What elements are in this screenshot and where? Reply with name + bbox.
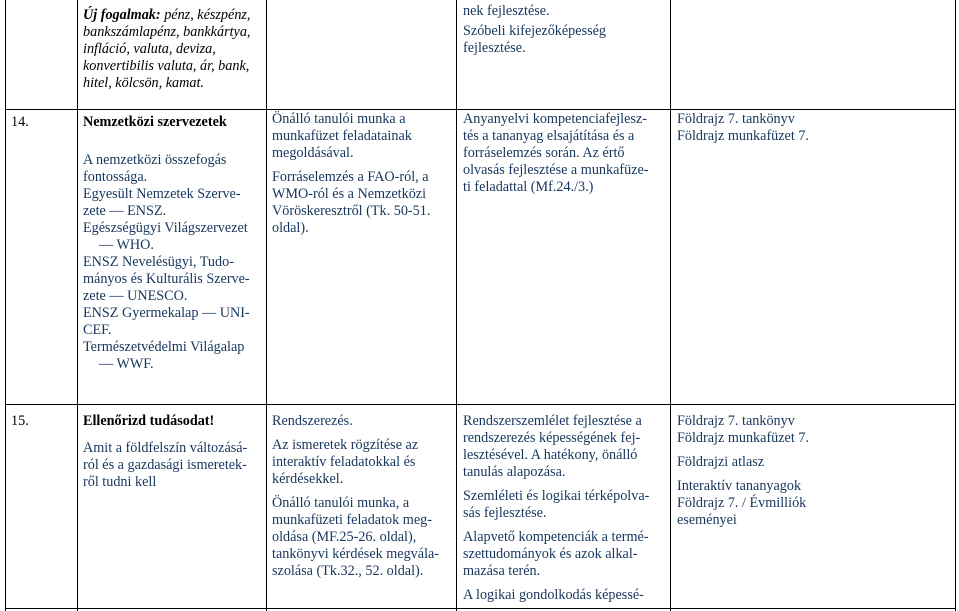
activity-line: tankönyvi kérdések megvála- — [272, 546, 440, 562]
activity-line: interaktív feladatokkal és — [272, 454, 416, 470]
task-line: ti feladattal (Mf.24./3.) — [463, 179, 594, 195]
row-0-topic-cell — [83, 7, 263, 92]
task-line: A logikai gondolkodás képessé- — [463, 587, 644, 603]
activity-line: oldása (MF.25-26. oldal), — [272, 529, 417, 545]
activity-line: szolása (Tk.32., 52. oldal). — [272, 563, 424, 579]
activity-line: megoldásával. — [272, 145, 354, 161]
resource-line: Földrajz munkafüzet 7. — [677, 430, 809, 446]
task-line: rendszerezés képességének fej- — [463, 430, 641, 446]
activity-line: munkafüzeti feladatok meg- — [272, 512, 432, 528]
resource-line: Földrajzi atlasz — [677, 454, 765, 470]
activity-line: Forráselemzés a FAO-ról, a — [272, 169, 429, 185]
row-14-topic-cell — [83, 114, 265, 373]
row-0-tasks-cell — [463, 3, 668, 57]
topic-line: Egyesült Nemzetek Szerve- — [83, 186, 241, 202]
resource-line: Földrajz 7. tankönyv — [677, 111, 795, 127]
topic-line: — WWF. — [99, 356, 154, 372]
row-divider-2 — [5, 404, 956, 405]
activity-line: oldal). — [272, 220, 309, 236]
task-line: szettudományok és azok alkal- — [463, 546, 638, 562]
task-line: nek fejlesztése. — [463, 3, 550, 19]
topic-line: zete — UNESCO. — [83, 288, 188, 304]
task-line: olvasás fejlesztése a munkafüze- — [463, 162, 649, 178]
row-15-activities-cell — [272, 413, 454, 580]
task-line: mazása terén. — [463, 563, 541, 579]
activity-line: munkafüzet feladatainak — [272, 128, 412, 144]
lesson-number: 14. — [11, 114, 29, 130]
row-14-tasks-cell — [463, 111, 668, 196]
topic-line: Természetvédelmi Világalap — [83, 339, 245, 355]
column-divider-1 — [77, 0, 78, 611]
row-14-number — [11, 114, 29, 131]
column-divider-2 — [266, 0, 267, 611]
topic-line: Amit a földfelszín változásá- — [83, 440, 248, 456]
activity-line: Az ismeretek rögzítése az — [272, 437, 419, 453]
row-15-resources-cell — [677, 413, 953, 529]
resource-line: Földrajz 7. / Évmilliók — [677, 495, 807, 511]
task-line: forráselemzés során. Az értő — [463, 145, 625, 161]
resource-line: Földrajz 7. tankönyv — [677, 413, 795, 429]
topic-line: Egészségügyi Világszervezet — [83, 220, 248, 236]
column-divider-3 — [456, 0, 457, 611]
topic-line: fontossága. — [83, 169, 148, 185]
lesson-number: 15. — [11, 413, 29, 429]
topic-line: ról és a gazdasági ismeretek- — [83, 457, 247, 473]
topic-line: mányos és Kulturális Szerve- — [83, 271, 250, 287]
row-15-topic-cell — [83, 413, 265, 491]
task-line: Szóbeli kifejezőképesség fejlesztése. — [463, 23, 607, 56]
table-border-right — [955, 0, 956, 611]
resource-line: Földrajz munkafüzet 7. — [677, 128, 809, 144]
new-concepts-text — [83, 7, 263, 92]
row-divider-1 — [5, 109, 956, 110]
topic-line: ről tudni kell — [83, 474, 157, 490]
topic-line: A nemzetközi összefogás — [83, 152, 227, 168]
row-15-number — [11, 413, 29, 430]
topic-lines — [83, 440, 265, 491]
task-line: Alapvető kompetenciák a termé- — [463, 529, 649, 545]
task-line: tés a tananyag elsajátítása és a — [463, 128, 635, 144]
task-line: lesztésével. A hatékony, önálló — [463, 447, 638, 463]
activity-line: Vöröskeresztről (Tk. 50-51. — [272, 203, 431, 219]
row-14-activities-cell — [272, 111, 454, 237]
activity-line: Önálló tanulói munka a — [272, 111, 406, 127]
table-border-bottom — [5, 608, 956, 609]
task-line: sás fejlesztése. — [463, 505, 547, 521]
new-concepts-list: pénz, készpénz, bankszámlapénz, bankkártya, infláció, valuta, deviza, konvertibilis valuta, ár, bank, hitel, kölcsön, kamat. — [83, 7, 251, 91]
column-divider-4 — [670, 0, 671, 611]
resource-line: Interaktív tananyagok — [677, 478, 802, 494]
task-line: tanulás alapozása. — [463, 464, 566, 480]
topic-line: ENSZ Gyermekalap — UNI- — [83, 305, 250, 321]
task-line: Anyanyelvi kompetenciafejlesz- — [463, 111, 647, 127]
lesson-title: Ellenőrizd tudásodat! — [83, 413, 215, 429]
topic-line: ENSZ Nevelésügyi, Tudo- — [83, 254, 234, 270]
row-15-tasks-cell — [463, 413, 668, 604]
activity-line: WMO-ról és a Nemzetközi — [272, 186, 427, 202]
resource-line: eseményei — [677, 512, 737, 528]
task-line: Rendszerszemlélet fejlesztése a — [463, 413, 642, 429]
lesson-title: Nemzetközi szervezetek — [83, 114, 227, 130]
activity-line: Önálló tanulói munka, a — [272, 495, 410, 511]
activity-line: kérdésekkel. — [272, 471, 344, 487]
row-14-resources-cell — [677, 111, 953, 145]
new-concepts-label: Új fogalmak: — [83, 7, 161, 23]
topic-line: CEF. — [83, 322, 112, 338]
table-border-left — [5, 0, 6, 611]
task-line: Szemléleti és logikai térképolva- — [463, 488, 650, 504]
topic-line: zete — ENSZ. — [83, 203, 167, 219]
topic-line: — WHO. — [99, 237, 154, 253]
topic-lines — [83, 152, 265, 373]
activity-line: Rendszerezés. — [272, 413, 353, 429]
